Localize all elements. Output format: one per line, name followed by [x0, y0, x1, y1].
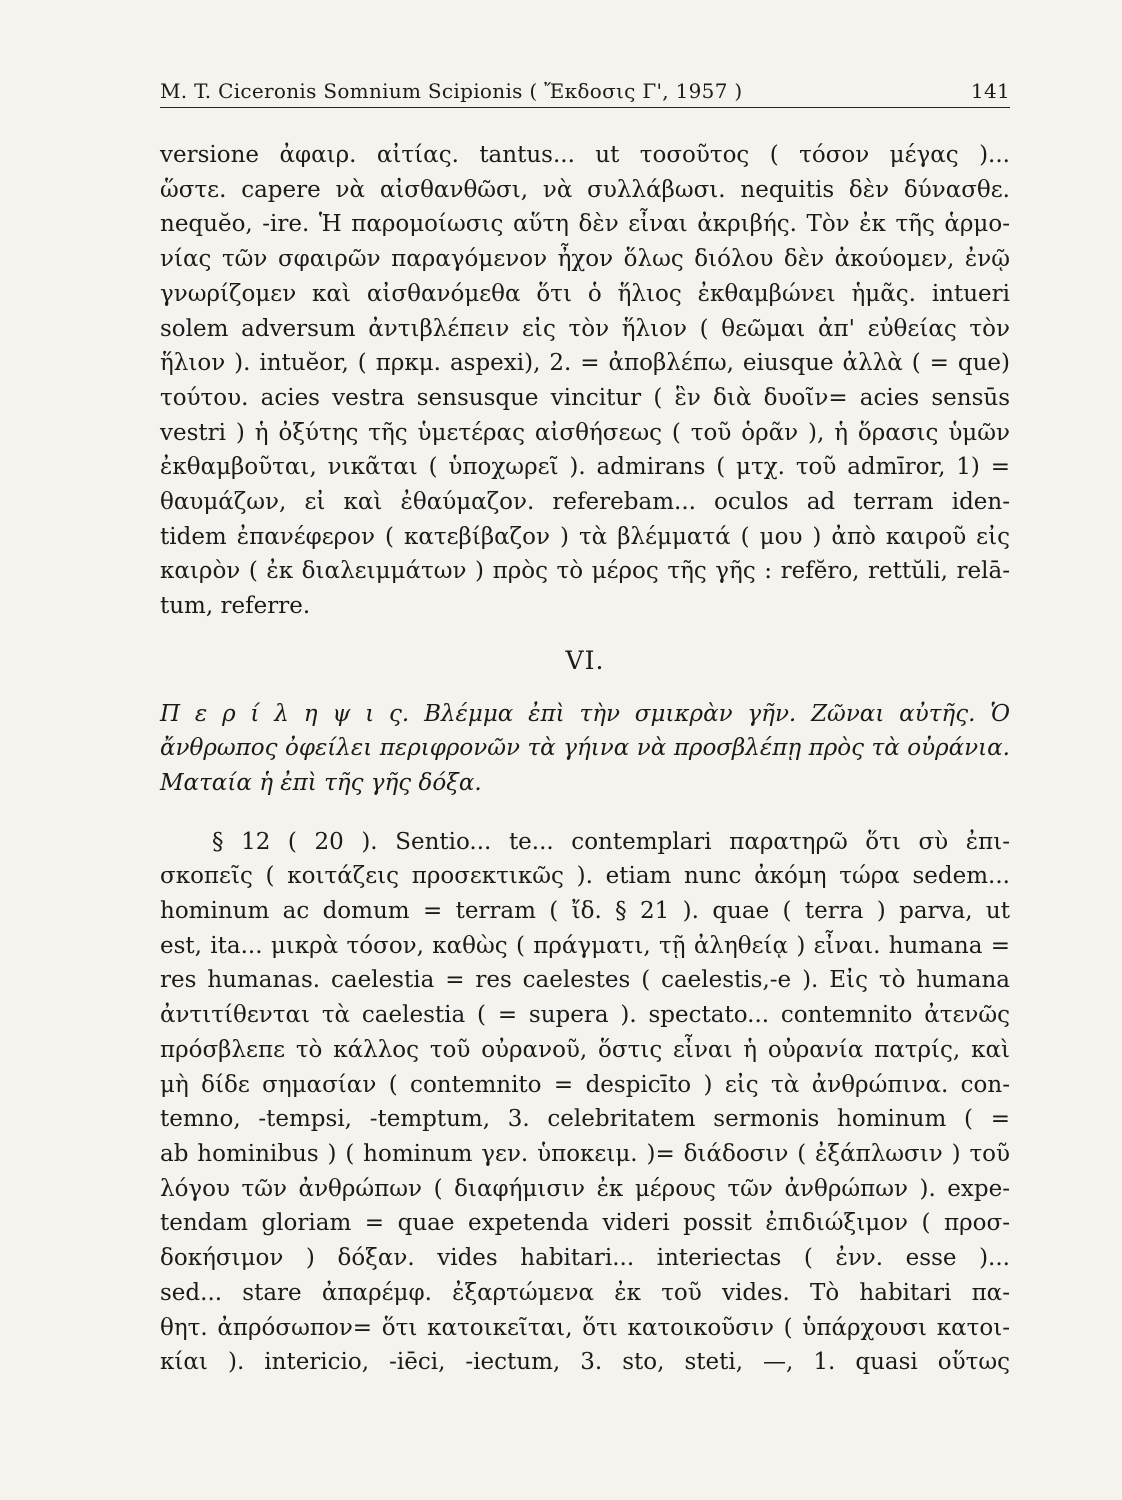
summary-line: ἄνθρωπος ὀφείλει περιφρονῶν τὰ γήινα νὰ προσβλέπῃ πρὸς τὰ οὐράνια.: [160, 735, 1010, 762]
text-line: θητ. ἀπρόσωπον= ὅτι κατοικεῖται, ὅτι κατοικοῦσιν ( ὑπάρχουσι κατοι-: [160, 1314, 1010, 1341]
text-line: ἥλιον ). intuĕor, ( πρκμ. aspexi), 2. = ἀποβλέπω, eiusque ἀλλὰ ( = que): [160, 350, 1010, 377]
text-line: ὥστε. capere νὰ αἰσθανθῶσι, νὰ συλλάβωσι. nequitis δὲν δύνασθε.: [160, 176, 1010, 203]
text-line: solem adversum ἀντιβλέπειν εἰς τὸν ἥλιον ( θεῶμαι ἀπ' εὐθείας τὸν: [160, 315, 1010, 342]
page-number: 141: [970, 79, 1010, 103]
text-line: est, ita... μικρὰ τόσον, καθὼς ( πράγματι, τῇ ἀληθείᾳ ) εἶναι. humana =: [160, 932, 1010, 959]
text-line: μὴ δίδε σημασίαν ( contemnito = despicīto ) εἰς τὰ ἀνθρώπινα. con-: [160, 1071, 1010, 1098]
text-line: ἐκθαμβοῦται, νικᾶται ( ὑποχωρεῖ ). admirans ( μτχ. τοῦ admīror, 1) =: [160, 454, 1010, 481]
running-header: [160, 70, 1010, 108]
text-line: tendam gloriam = quae expetenda videri possit ἐπιδιώξιμον ( προσ-: [160, 1210, 1010, 1237]
text-line: καιρὸν ( ἐκ διαλειμμάτων ) πρὸς τὸ μέρος τῆς γῆς : refĕro, rettŭli, relā-: [160, 558, 1010, 585]
commentary-paragraph-2: [160, 825, 1010, 1380]
text-line: λόγου τῶν ἀνθρώπων ( διαφήμισιν ἐκ μέρους τῶν ἀνθρώπων ). expe-: [160, 1175, 1010, 1202]
text-line: σκοπεῖς ( κοιτάζεις προσεκτικῶς ). etiam nunc ἀκόμη τώρα sedem...: [160, 863, 1010, 890]
text-line: sed... stare ἀπαρέμφ. ἐξαρτώμενα ἐκ τοῦ vides. Τὸ habitari πα-: [160, 1279, 1010, 1306]
text-line: θαυμάζων, εἰ καὶ ἐθαύμαζον. referebam... oculos ad terram iden-: [160, 489, 1010, 516]
summary-line: Π ε ρ ί λ η ψ ι ς. Βλέμμα ἐπὶ τὴν σμικρὰν γῆν. Ζῶναι αὐτῆς. Ὁ: [160, 700, 1010, 727]
header-title: M. T. Ciceronis Somnium Scipionis ( Ἔκδοσις Γ', 1957 ): [160, 79, 743, 103]
section-heading: VI.: [565, 645, 605, 675]
commentary-paragraph-1: [160, 138, 1010, 624]
text-line: res humanas. caelestia = res caelestes ( caelestis,-e ). Εἰς τὸ humana: [160, 967, 1010, 994]
text-line: νίας τῶν σφαιρῶν παραγόμενον ἦχον ὅλως διόλου δὲν ἀκούομεν, ἐνῷ: [160, 246, 1010, 273]
section-summary: [160, 697, 1010, 801]
text-line: γνωρίζομεν καὶ αἰσθανόμεθα ὅτι ὁ ἥλιος ἐκθαμβώνει ἡμᾶς. intueri: [160, 280, 1010, 307]
text-line: vestri ) ἡ ὀξύτης τῆς ὑμετέρας αἰσθήσεως ( τοῦ ὁρᾶν ), ἡ ὅρασις ὑμῶν: [160, 419, 1010, 446]
text-line: nequĕo, -ire. Ἡ παρομοίωσις αὕτη δὲν εἶναι ἀκριβής. Τὸν ἐκ τῆς ἁρμο-: [160, 211, 1010, 238]
text-line: tum, referre.: [160, 593, 311, 620]
text-line: ἀντιτίθενται τὰ caelestia ( = supera ). spectato... contemnito ἀτενῶς: [160, 1002, 1010, 1029]
text-line: tidem ἐπανέφερον ( κατεβίβαζον ) τὰ βλέμματά ( μου ) ἀπὸ καιροῦ εἰς: [160, 523, 1010, 550]
text-line: τούτου. acies vestra sensusque vincitur ( ἓν διὰ δυοῖν= acies sensūs: [160, 384, 1010, 411]
text-line: § 12 ( 20 ). Sentio... te... contemplari παρατηρῶ ὅτι σὺ ἐπι-: [212, 828, 1010, 855]
spacer: [160, 801, 1010, 825]
text-line: κίαι ). intericio, -iēci, -iectum, 3. sto, steti, —, 1. quasi οὕτως: [160, 1349, 1010, 1376]
text-line: hominum ac domum = terram ( ἴδ. § 21 ). quae ( terra ) parva, ut: [160, 898, 1010, 925]
text-line: versione ἀφαιρ. αἰτίας. tantus... ut τοσοῦτος ( τόσον μέγας )...: [160, 142, 1010, 168]
text-line: temno, -tempsi, -temptum, 3. celebritatem sermonis hominum ( =: [160, 1106, 1010, 1133]
page-content: [160, 138, 1010, 1380]
text-line: ab hominibus ) ( hominum γεν. ὑποκειμ. )= διάδοσιν ( ἐξάπλωσιν ) τοῦ: [160, 1140, 1010, 1167]
text-line: πρόσβλεπε τὸ κάλλος τοῦ οὐρανοῦ, ὅστις εἶναι ἡ οὐρανία πατρίς, καὶ: [160, 1036, 1010, 1063]
text-line: δοκήσιμον ) δόξαν. vides habitari... interiectas ( ἐνν. esse )...: [160, 1245, 1010, 1272]
summary-line: Ματαία ἡ ἐπὶ τῆς γῆς δόξα.: [160, 769, 482, 796]
